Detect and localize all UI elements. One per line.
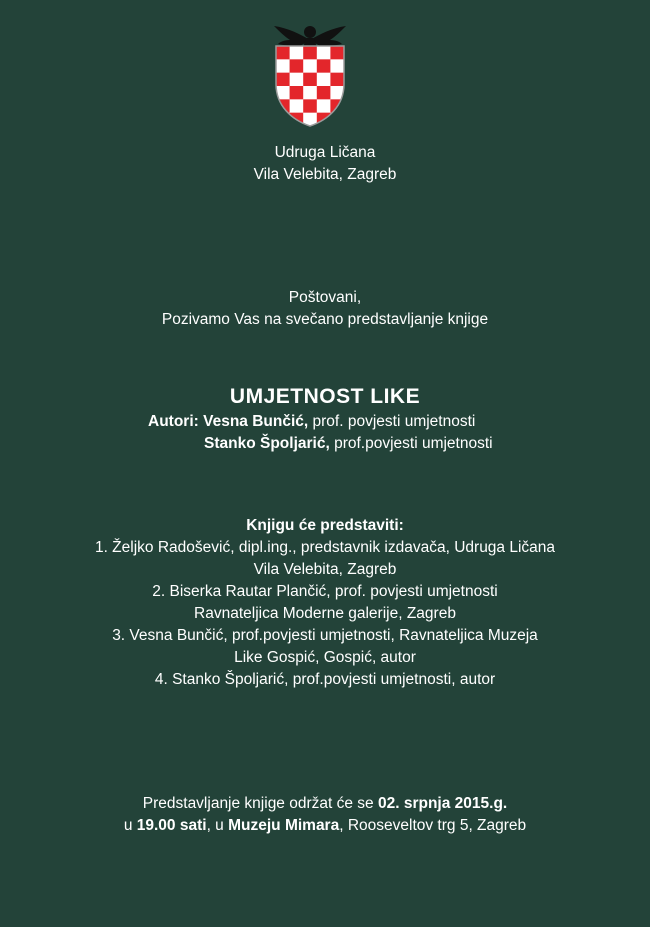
presenters-heading: Knjigu će predstaviti: (246, 517, 404, 534)
event-text: u (123, 817, 137, 834)
book-title: UMJETNOST LIKE (229, 385, 421, 408)
shield-square (276, 113, 290, 127)
event-text: , u (206, 817, 229, 834)
croatian-coat-of-arms-icon (270, 10, 350, 128)
shield-square (330, 113, 344, 127)
shield-square (290, 86, 304, 100)
shield-square (290, 99, 304, 113)
event-address: , Rooseveltov trg 5, Zagreb (339, 817, 527, 834)
organization-name: Udruga Ličana (274, 144, 376, 161)
presenter-line: 2. Biserka Rautar Plančić, prof. povjesti umjetnosti (152, 583, 498, 600)
shield-square (330, 73, 344, 87)
author-name: Vesna Bunčić, (203, 413, 309, 430)
greeting-block (0, 287, 650, 331)
shield-square (290, 59, 304, 73)
shield-square (276, 73, 290, 87)
organization-block (0, 142, 650, 186)
shield-square (317, 99, 331, 113)
author-row-1 (148, 411, 475, 433)
shield-square (290, 46, 304, 60)
presenter-line: 4. Stanko Špoljarić, prof.povjesti umjetnosti, autor (154, 671, 496, 688)
shield-square (317, 86, 331, 100)
salutation: Poštovani, (288, 289, 362, 306)
shield-square (330, 46, 344, 60)
presenter-line: Vila Velebita, Zagreb (253, 561, 397, 578)
authors-label: Autori: (148, 413, 199, 430)
shield-square (303, 99, 317, 113)
event-details (0, 793, 650, 837)
event-time: 19.00 sati (136, 817, 207, 834)
author-name: Stanko Špoljarić, (204, 435, 330, 452)
event-venue-line (0, 815, 650, 837)
shield-square (276, 46, 290, 60)
presenter-line: 3. Vesna Bunčić, prof.povjesti umjetnosti, Ravnateljica Muzeja (112, 627, 538, 644)
shield-square (303, 73, 317, 87)
invitation-text: Pozivamo Vas na svečano predstavljanje knjige (161, 311, 489, 328)
presenter-line: 1. Željko Radošević, dipl.ing., predstavnik izdavača, Udruga Ličana (94, 539, 556, 556)
presenter-line: Ravnateljica Moderne galerije, Zagreb (194, 605, 456, 622)
event-text: Predstavljanje knjige održat će se (142, 795, 378, 812)
shield-square (317, 73, 331, 87)
shield-square (317, 46, 331, 60)
presenter-line: Like Gospić, Gospić, autor (234, 649, 416, 666)
event-date-line (0, 793, 650, 815)
event-venue: Muzeju Mimara (228, 817, 340, 834)
author-title: prof. povjesti umjetnosti (308, 413, 476, 430)
shield-square (317, 59, 331, 73)
shield-square (303, 86, 317, 100)
shield-square (303, 59, 317, 73)
presenters-block (0, 515, 650, 691)
author-title: prof.povjesti umjetnosti (329, 435, 493, 452)
shield-square (276, 59, 290, 73)
shield-square (290, 73, 304, 87)
author-row-2 (204, 433, 493, 455)
event-date: 02. srpnja 2015.g. (377, 795, 508, 812)
organization-location: Vila Velebita, Zagreb (253, 166, 397, 183)
shield-square (303, 46, 317, 60)
shield-square (330, 59, 344, 73)
